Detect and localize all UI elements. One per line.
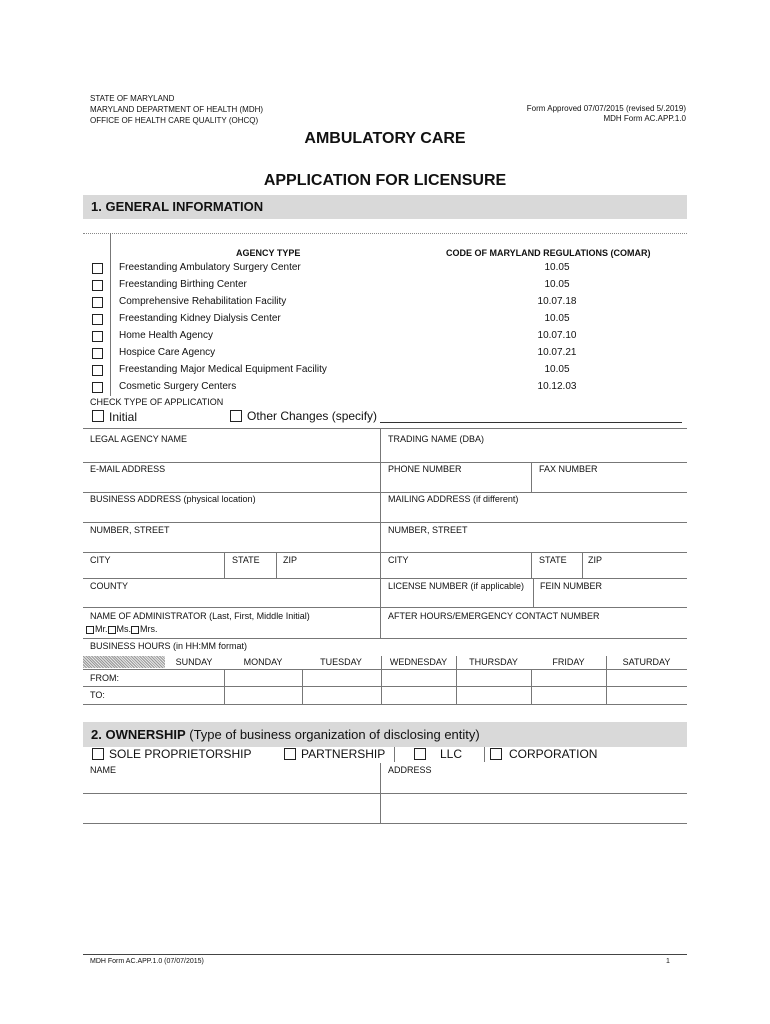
grid-line	[83, 428, 687, 429]
email-label: E-MAIL ADDRESS	[90, 464, 166, 474]
number-street-label: NUMBER, STREET	[90, 525, 170, 535]
form-approval-info	[527, 104, 686, 124]
agency-name: Freestanding Birthing Center	[119, 279, 247, 290]
agency-checkbox-home-health[interactable]	[92, 331, 103, 342]
ms-checkbox[interactable]	[108, 626, 116, 634]
agency-name: Cosmetic Surgery Centers	[119, 381, 237, 392]
checkbox-column-divider	[110, 233, 111, 396]
partnership-label: PARTNERSHIP	[301, 747, 386, 761]
ms-label: Ms.	[116, 624, 131, 634]
footer-form-id: MDH Form AC.APP.1.0 (07/07/2015)	[90, 958, 204, 965]
grid-line	[83, 669, 687, 670]
section-ownership	[83, 722, 687, 747]
agency-comar: 10.05	[544, 279, 570, 290]
mr-checkbox[interactable]	[86, 626, 94, 634]
agency-comar: 10.05	[544, 262, 570, 273]
agency-name: Freestanding Ambulatory Surgery Center	[119, 262, 301, 273]
grid-line	[83, 704, 687, 705]
department-line: MARYLAND DEPARTMENT OF HEALTH (MDH)	[90, 105, 264, 114]
agency-name: Freestanding Kidney Dialysis Center	[119, 313, 281, 324]
grid-divider-mailing-state	[531, 552, 532, 578]
agency-checkbox-medical-equipment[interactable]	[92, 365, 103, 376]
other-changes-label: Other Changes (specify)	[247, 409, 378, 423]
agency-checkbox-cosmetic-surgery[interactable]	[92, 382, 103, 393]
agency-checkbox-birthing-center[interactable]	[92, 280, 103, 291]
agency-name: Comprehensive Rehabilitation Facility	[119, 296, 287, 307]
ownership-heading-detail: (Type of business organization of disclosing entity)	[185, 727, 480, 742]
corporation-checkbox[interactable]	[490, 748, 502, 760]
page-number: 1	[666, 958, 670, 965]
footer-rule	[83, 954, 687, 955]
section-general-information: 1. GENERAL INFORMATION	[83, 195, 687, 219]
mailing-zip-label: ZIP	[588, 555, 603, 565]
mrs-label: Mrs.	[140, 624, 158, 634]
hours-divider	[381, 656, 382, 704]
zip-label: ZIP	[283, 555, 298, 565]
agency-comar: 10.07.10	[537, 330, 577, 341]
agency-name: Home Health Agency	[119, 330, 213, 341]
owner-name-label: NAME	[90, 765, 117, 775]
grid-line	[83, 522, 687, 523]
administrator-label: NAME OF ADMINISTRATOR (Last, First, Middle Initial)	[90, 611, 310, 621]
office-line: OFFICE OF HEALTH CARE QUALITY (OHCQ)	[90, 116, 259, 125]
mrs-checkbox[interactable]	[131, 626, 139, 634]
issuing-agency	[90, 93, 263, 126]
sole-proprietorship-label: SOLE PROPRIETORSHIP	[109, 747, 252, 761]
grid-divider-mailing-zip	[582, 552, 583, 578]
grid-line	[83, 638, 687, 639]
ownership-row-line	[83, 823, 687, 824]
grid-line	[83, 578, 687, 579]
ownership-divider	[394, 747, 395, 762]
agency-comar: 10.07.21	[537, 347, 577, 358]
grid-divider-fax	[531, 462, 532, 492]
day-header-tuesday: TUESDAY	[320, 657, 362, 667]
county-label: COUNTY	[90, 581, 128, 591]
state-label: STATE	[232, 555, 260, 565]
partnership-checkbox[interactable]	[284, 748, 296, 760]
hours-corner-shading	[83, 656, 165, 668]
grid-divider-zip	[276, 552, 277, 578]
check-type-label: CHECK TYPE OF APPLICATION	[90, 397, 224, 407]
day-header-friday: FRIDAY	[552, 657, 585, 667]
form-subtitle: APPLICATION FOR LICENSURE	[263, 172, 507, 189]
legal-agency-name-label: LEGAL AGENCY NAME	[90, 434, 188, 444]
business-hours-label: BUSINESS HOURS (in HH:MM format)	[90, 641, 248, 651]
day-header-thursday: THURSDAY	[469, 657, 518, 667]
hours-divider	[456, 656, 457, 704]
owner-address-label: ADDRESS	[388, 765, 432, 775]
day-header-saturday: SATURDAY	[622, 657, 671, 667]
phone-label: PHONE NUMBER	[388, 464, 462, 474]
comar-header: CODE OF MARYLAND REGULATIONS (COMAR)	[446, 248, 651, 258]
table-top-border	[83, 233, 687, 234]
other-changes-specify-line[interactable]	[380, 422, 682, 423]
mr-label: Mr.	[95, 624, 108, 634]
hours-divider	[224, 669, 225, 704]
form-approved-line: Form Approved 07/07/2015 (revised 5/.2019)	[526, 104, 686, 113]
sole-proprietorship-checkbox[interactable]	[92, 748, 104, 760]
form-title: AMBULATORY CARE	[304, 130, 466, 147]
agency-comar: 10.05	[544, 313, 570, 324]
ownership-row-line	[83, 793, 687, 794]
from-label: FROM:	[90, 673, 119, 683]
agency-checkbox-hospice[interactable]	[92, 348, 103, 359]
grid-divider-fein	[533, 578, 534, 607]
after-hours-label: AFTER HOURS/EMERGENCY CONTACT NUMBER	[388, 611, 600, 621]
agency-comar: 10.12.03	[537, 381, 577, 392]
agency-checkbox-kidney-dialysis[interactable]	[92, 314, 103, 325]
hours-divider	[606, 656, 607, 704]
day-header-sunday: SUNDAY	[175, 657, 213, 667]
agency-comar: 10.07.18	[537, 296, 577, 307]
other-changes-checkbox[interactable]	[230, 410, 242, 422]
form-id-line: MDH Form AC.APP.1.0	[603, 114, 686, 123]
fax-label: FAX NUMBER	[539, 464, 598, 474]
mailing-address-label: MAILING ADDRESS (if different)	[388, 494, 519, 504]
grid-line	[83, 492, 687, 493]
grid-line	[83, 686, 687, 687]
city-label: CITY	[90, 555, 111, 565]
agency-name: Freestanding Major Medical Equipment Facility	[119, 364, 327, 375]
corporation-label: CORPORATION	[509, 747, 598, 761]
llc-label: LLC	[440, 747, 463, 761]
hours-divider	[302, 669, 303, 704]
day-header-wednesday: WEDNESDAY	[389, 657, 448, 667]
ownership-heading: 2. OWNERSHIP	[91, 727, 186, 742]
license-number-label: LICENSE NUMBER (if applicable)	[388, 581, 525, 591]
agency-checkbox-rehabilitation[interactable]	[92, 297, 103, 308]
day-header-monday: MONDAY	[243, 657, 283, 667]
state-line: STATE OF MARYLAND	[90, 94, 175, 103]
llc-checkbox[interactable]	[414, 748, 426, 760]
grid-line	[83, 462, 687, 463]
hours-divider	[531, 669, 532, 704]
agency-type-header: AGENCY TYPE	[236, 248, 301, 258]
mailing-number-street-label: NUMBER, STREET	[388, 525, 468, 535]
agency-checkbox-ambulatory-surgery[interactable]	[92, 263, 103, 274]
ownership-divider	[484, 747, 485, 762]
grid-line	[83, 607, 687, 608]
trading-name-label: TRADING NAME (DBA)	[388, 434, 485, 444]
grid-line	[83, 552, 687, 553]
grid-divider-state	[224, 552, 225, 578]
agency-name: Hospice Care Agency	[119, 347, 216, 358]
mailing-state-label: STATE	[539, 555, 567, 565]
mailing-city-label: CITY	[388, 555, 409, 565]
salutation-options	[86, 624, 158, 635]
fein-label: FEIN NUMBER	[540, 581, 603, 591]
initial-checkbox[interactable]	[92, 410, 104, 422]
to-label: TO:	[90, 690, 105, 700]
business-address-label: BUSINESS ADDRESS (physical location)	[90, 494, 256, 504]
grid-divider-main	[380, 428, 381, 638]
agency-comar: 10.05	[544, 364, 570, 375]
initial-label: Initial	[109, 410, 138, 424]
